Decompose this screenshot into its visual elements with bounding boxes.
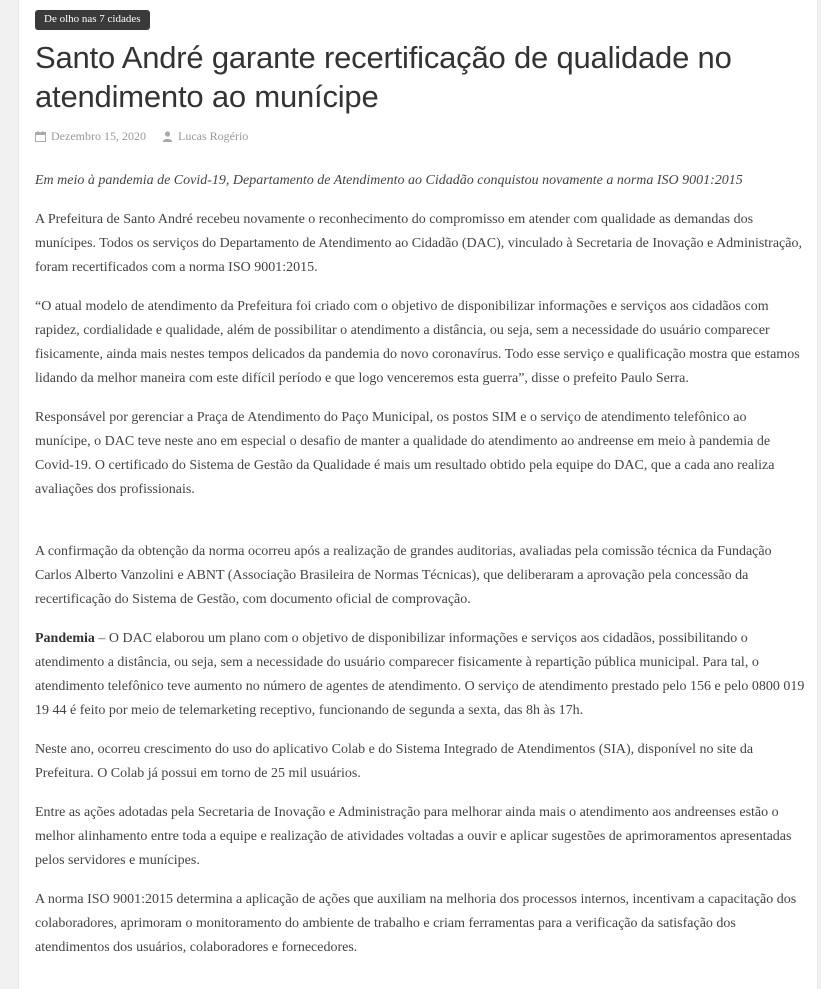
post-author[interactable]: Lucas Rogério <box>177 129 249 143</box>
category-badge[interactable]: De olho nas 7 cidades <box>35 10 150 30</box>
article-paragraph-6: Neste ano, ocorreu crescimento do uso do aplicativo Colab e do Sistema Integrado de Atendimentos (SIA), disponível no site da Prefeitura. O Colab já possui em torno de 25 mil usuários. <box>35 742 754 781</box>
pandemia-label: Pandemia <box>35 631 95 646</box>
article-paragraph-1: A Prefeitura de Santo André recebeu novamente o reconhecimento do compromisso em atender com qualidade as demandas dos munícipes. Todos os serviços do Departamento de Atendimento ao Cidadão (DAC), vinculado à Secretaria de Inovação e Administração, foram recertificados com a norma ISO 9001:2015. <box>35 212 802 275</box>
article-body <box>35 169 805 960</box>
article-paragraph-7: Entre as ações adotadas pela Secretaria de Inovação e Administração para melhorar ainda mais o atendimento aos andreenses estão o melhor alinhamento entre toda a equipe e realização de atividades voltadas a ouvir e aplicar sugestões de aprimoramentos apresentadas pelos servidores e munícipes. <box>35 805 792 868</box>
calendar-icon <box>35 131 46 142</box>
article-paragraph-5 <box>35 627 805 723</box>
article-paragraph-4: A confirmação da obtenção da norma ocorreu após a realização de grandes auditorias, avaliadas pela comissão técnica da Fundação Carlos Alberto Vanzolini e ABNT (Associação Brasileira de Normas Técnicas), que deliberaram a aprovação pela concessão da recertificação do Sistema de Gestão, com documento oficial de comprovação. <box>35 544 772 607</box>
post-meta <box>35 129 805 144</box>
user-icon <box>162 131 173 142</box>
article-paragraph-2: “O atual modelo de atendimento da Prefeitura foi criado com o objetivo de disponibilizar informações e serviços aos cidadãos com rapidez, cordialidade e qualidade, além de possibilitar o atendimento a distância, ou seja, sem a necessidade do usuário comparecer fisicamente, ainda mais nestes tempos delicados da pandemia do novo coronavírus. Todo esse serviço e qualificação mostra que estamos lidando da melhor maneira com este difícil período e que logo venceremos esta guerra”, disse o prefeito Paulo Serra. <box>35 299 800 386</box>
article-lead: Em meio à pandemia de Covid-19, Departamento de Atendimento ao Cidadão conquistou novamente a norma ISO 9001:2015 <box>35 173 743 188</box>
article-content <box>35 9 805 975</box>
article-paragraph-8: A norma ISO 9001:2015 determina a aplicação de ações que auxiliam na melhoria dos processos internos, incentivam a capacitação dos colaboradores, aprimoram o monitoramento do ambiente de trabalho e criam ferramentas para a verificação da satisfação dos atendimentos dos usuários, colaboradores e fornecedores. <box>35 892 797 955</box>
article-paragraph-3: Responsável por gerenciar a Praça de Atendimento do Paço Municipal, os postos SIM e o serviço de atendimento telefônico ao munícipe, o DAC teve neste ano em especial o desafio de manter a qualidade do atendimento ao andreense em meio à pandemia de Covid-19. O certificado do Sistema de Gestão da Qualidade é mais um resultado obtido pela equipe do DAC, que a cada ano realiza avaliações dos profissionais. <box>35 410 775 497</box>
post-date[interactable]: Dezembro 15, 2020 <box>51 129 146 143</box>
pandemia-text: – O DAC elaborou um plano com o objetivo de disponibilizar informações e serviços aos cidadãos, possibilitando o atendimento a distância, ou seja, sem a necessidade do usuário comparecer fisicamente à repartição pública municipal. Para tal, o atendimento telefônico teve aumento no número de agentes de atendimento. O serviço de atendimento prestado pelo 156 e pelo 0800 019 19 44 é feito por meio de telemarketing receptivo, funcionando de segunda a sexta, das 8h às 17h. <box>35 631 805 718</box>
page-title: Santo André garante recertificação de qualidade no atendimento ao munícipe <box>35 40 732 114</box>
article-card <box>18 0 818 989</box>
